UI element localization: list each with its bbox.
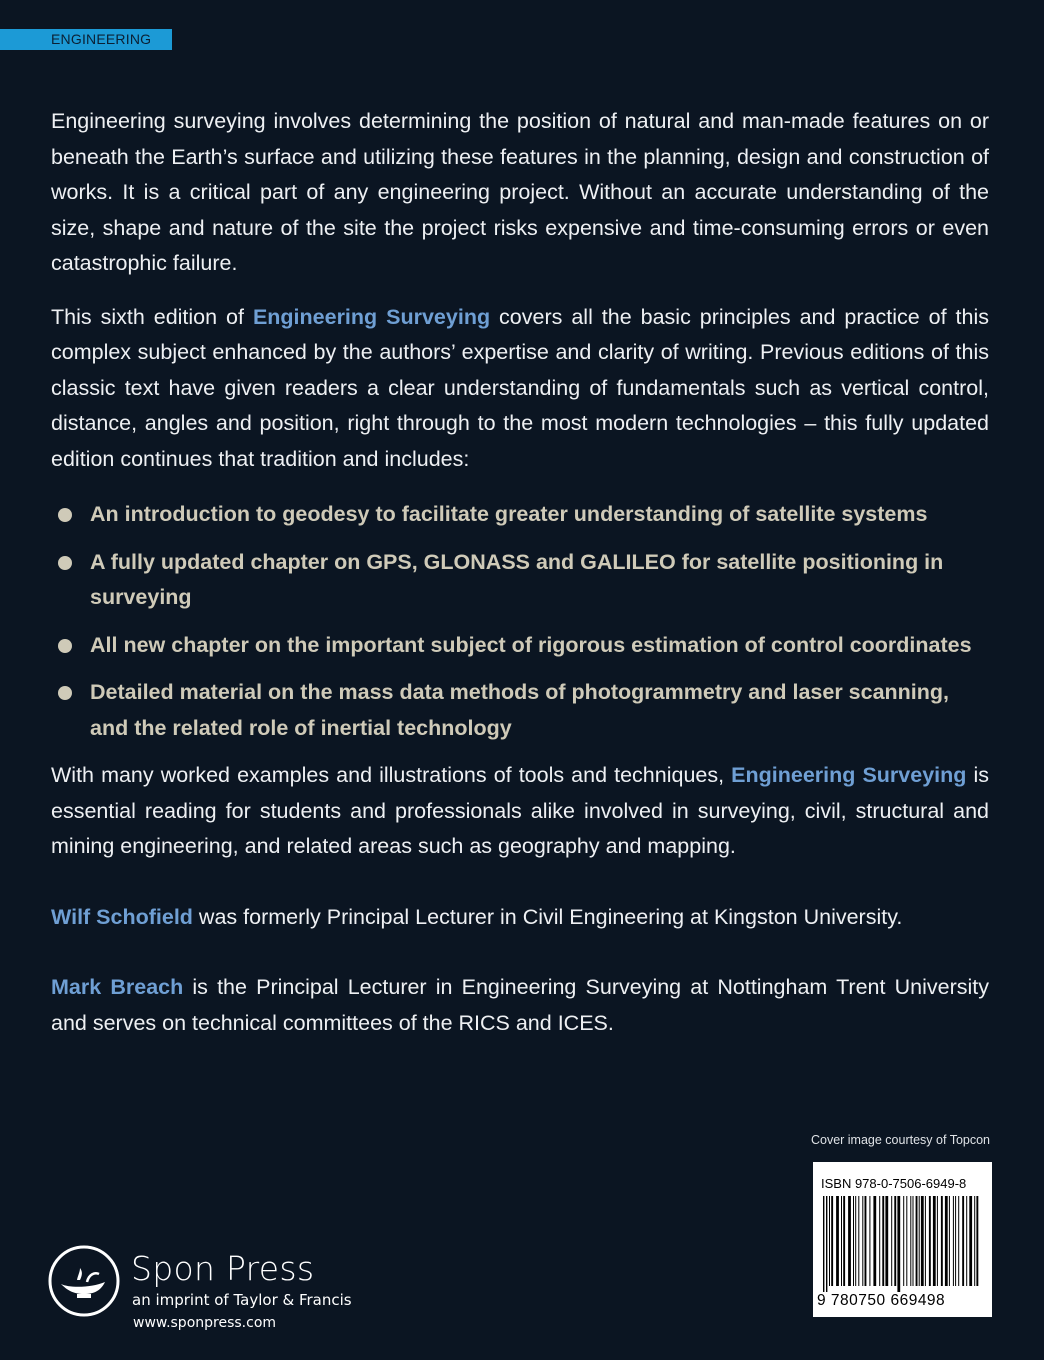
barcode-bar [885, 1196, 888, 1286]
back-cover-text [51, 104, 989, 1041]
barcode-bar [843, 1196, 845, 1286]
barcode-bar [841, 1196, 842, 1286]
barcode-bar [862, 1196, 863, 1286]
bullet-icon [58, 508, 72, 522]
feature-item: Detailed material on the mass data methods of photogrammetry and laser scanning, and the related role of inertial technology [51, 675, 989, 746]
author-bio: Mark Breach is the Principal Lecturer in Engineering Surveying at Nottingham Trent University and serves on technical committees of the RICS and ICES. [51, 975, 989, 1035]
barcode-bar [855, 1196, 856, 1286]
barcode-bar [894, 1196, 896, 1286]
cover-credit: Cover image courtesy of Topcon [810, 1133, 990, 1147]
barcode-bar [906, 1196, 907, 1286]
barcode-bar [848, 1196, 851, 1286]
barcode-bar [929, 1196, 931, 1286]
publisher-name: Spon Press [131, 1249, 315, 1288]
barcode-bar [853, 1196, 854, 1286]
publisher-imprint: an imprint of Taylor & Francis [132, 1291, 352, 1309]
barcode-bar [919, 1196, 920, 1286]
closing-paragraph: With many worked examples and illustrations of tools and techniques, Engineering Surveying is essential reading for students and professionals alike involved in surveying, civil, structural and mining engineering, and related areas such as geography and mapping. [51, 763, 990, 858]
bullet-icon [58, 639, 72, 653]
barcode-bar [955, 1196, 956, 1286]
barcode-bar [891, 1196, 892, 1286]
barcode-bar [969, 1196, 972, 1286]
author-bio: Wilf Schofield was formerly Principal Lecturer in Civil Engineering at Kingston University. [51, 904, 903, 929]
barcode-bar [903, 1196, 904, 1286]
barcode-bar [949, 1196, 950, 1286]
barcode-number: 9 780750 669498 [817, 1292, 946, 1309]
barcode-bar [910, 1196, 911, 1286]
category-tag: ENGINEERING [0, 29, 172, 50]
barcode-bar [897, 1196, 900, 1292]
barcode-bar [836, 1196, 839, 1286]
barcode-bar [945, 1196, 948, 1286]
barcode-bar [865, 1196, 867, 1286]
barcode-bar [879, 1196, 880, 1286]
book-title: Engineering Surveying [731, 763, 967, 787]
barcode-bar [941, 1196, 943, 1286]
isbn-label: ISBN 978-0-7506-6949-8 [821, 1176, 967, 1191]
edition-text-end: covers all the basic principles and practice of this complex subject enhanced by the authors’ expertise and clarity of writing. Previous editions of this classic text have given readers a clear understanding of fundamentals such as vertical control, distance, angles and position, right through to the most modern technologies – this fully updated edition continues that tradition and includes: [51, 304, 989, 471]
barcode-bar [913, 1196, 914, 1286]
book-title: Engineering Surveying [252, 304, 491, 329]
feature-item: An introduction to geodesy to facilitate greater understanding of satellite systems [51, 497, 989, 533]
intro-paragraph: Engineering surveying involves determining the position of natural and man-made features on or beneath the Earth’s surface and utilizing these features in the planning, design and construction of works. It is a critical part of any engineering project. Without an accurate understanding of the size, shape and nature of the site the project risks expensive and time-consuming errors or even catastrophic failure. [51, 109, 989, 275]
barcode-bar [921, 1196, 924, 1286]
barcode-bar [925, 1196, 926, 1286]
barcode-bar [873, 1196, 876, 1286]
barcode-bar [826, 1196, 827, 1292]
barcode-bar [962, 1196, 964, 1286]
bullet-icon [58, 686, 72, 700]
author-name: Wilf Schofield [51, 904, 193, 929]
feature-item: A fully updated chapter on GPS, GLONASS and GALILEO for satellite positioning in surveying [51, 545, 989, 616]
edition-paragraph [51, 300, 989, 478]
barcode-bar [974, 1196, 975, 1286]
barcode-bar [958, 1196, 959, 1286]
isbn-barcode [813, 1162, 992, 1317]
barcode-bar [823, 1196, 824, 1292]
feature-list [51, 497, 989, 746]
barcode-bar [933, 1196, 936, 1286]
barcode-bar [869, 1196, 870, 1286]
barcode-bar [976, 1196, 978, 1286]
barcode-bar [937, 1196, 938, 1286]
barcode-bar [916, 1196, 918, 1286]
barcode-bar [953, 1196, 954, 1286]
spon-press-logo-icon [47, 1244, 121, 1318]
barcode-bar [829, 1196, 830, 1286]
barcode-bar [858, 1196, 859, 1286]
bullet-icon [58, 556, 72, 570]
edition-text-start: This sixth edition of [51, 304, 253, 329]
barcode-bar [831, 1196, 833, 1286]
author-name: Mark Breach [51, 975, 184, 999]
barcode-bar [966, 1196, 967, 1286]
barcode-bar [882, 1196, 884, 1286]
publisher-url[interactable]: www.sponpress.com [133, 1315, 277, 1331]
feature-item: All new chapter on the important subject of rigorous estimation of control coordinates [51, 628, 989, 664]
